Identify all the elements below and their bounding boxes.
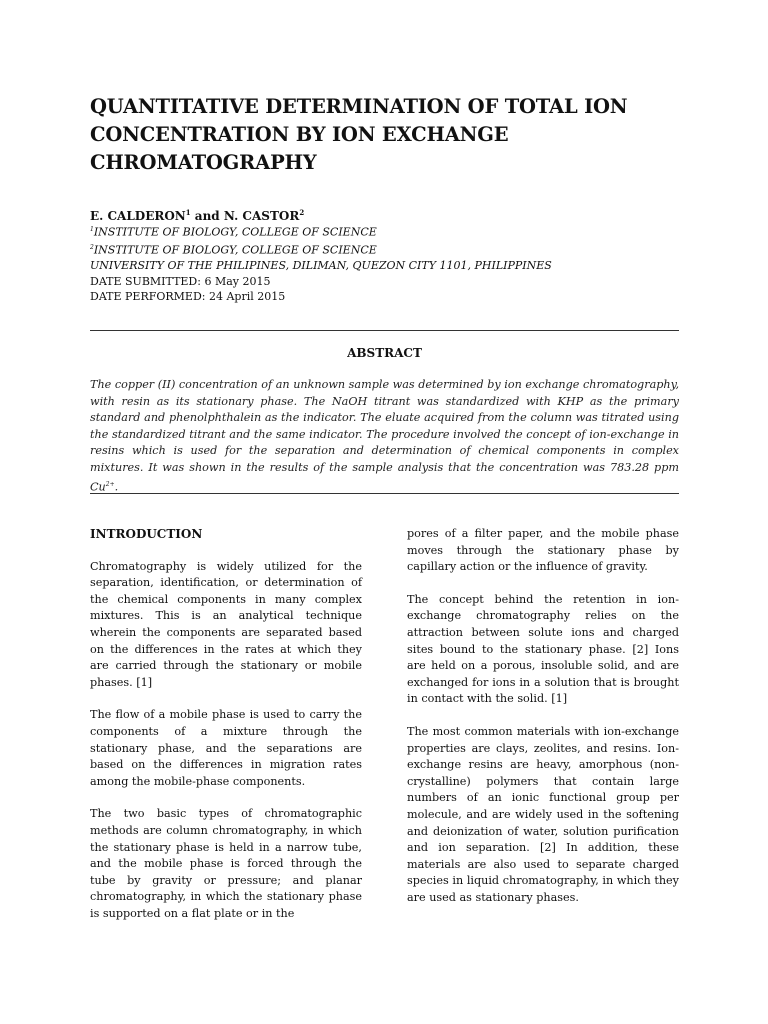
- date-submitted: DATE SUBMITTED: 6 May 2015: [90, 274, 271, 288]
- abstract-top-divider: [90, 330, 679, 331]
- author-connector: and: [190, 209, 224, 223]
- paragraph: pores of a filter paper, and the mobile phase moves through the stationary phase by capillary action or the influence of gravity.: [407, 527, 679, 574]
- paragraph: Chromatography is widely utilized for the separation, identification, or determination of the chemical components in many complex mixtures. This is an analytical technique wherein the components are separated based on the differences in the rates at which they are carried through the stationary or mobile phases. [1]: [90, 559, 362, 689]
- paper-title: QUANTITATIVE DETERMINATION OF TOTAL ION CONCENTRATION BY ION EXCHANGE CHROMATOGRAPHY: [90, 95, 628, 174]
- paragraph: The two basic types of chromatographic methods are column chromatography, in which the stationary phase is held in a narrow tube, and the mobile phase is forced through the tube by gravity or pressure; and planar chromatography, in which the stationary phase is supported on a flat plate or in the: [90, 807, 362, 920]
- affiliation-1: [90, 222, 690, 240]
- affiliation-1-text: INSTITUTE OF BIOLOGY, COLLEGE OF SCIENCE: [93, 225, 377, 239]
- affiliation-2-superscript: 2: [90, 244, 94, 252]
- author-2: N. CASTOR: [223, 209, 300, 223]
- introduction-heading: INTRODUCTION: [90, 527, 203, 541]
- abstract-bottom-divider: [90, 493, 679, 494]
- author-1: E. CALDERON: [90, 209, 186, 223]
- abstract-heading: ABSTRACT: [347, 346, 422, 360]
- date-performed: DATE PERFORMED: 24 April 2015: [90, 290, 286, 304]
- author-metadata: [90, 222, 690, 305]
- column-right: [407, 526, 679, 922]
- affiliation-1-superscript: 1: [90, 226, 94, 233]
- paragraph: The flow of a mobile phase is used to carry the components of a mixture through the stationary phase, and the separations are based on the differences in migration rates among the mobile-phase components.: [90, 708, 362, 788]
- abstract-text: [90, 377, 679, 496]
- paragraph: The concept behind the retention in ion-exchange chromatography relies on the attraction between solute ions and charged sites bound to the stationary phase. [2] Ions are held on a porous, insoluble solid, and are exchanged for ions in a solution that is brought in contact with the solid. [1]: [407, 592, 679, 706]
- abstract-end: .: [114, 480, 119, 494]
- ion-charge: 2+: [105, 480, 115, 488]
- abstract-body: The copper (II) concentration of an unknown sample was determined by ion exchange chromatography, with resin as its stationary phase. The NaOH titrant was standardized with KHP as the primary standard and phenolphthalein as the indicator. The eluate acquired from the column was titrated using the standardized titrant and the same indicator. The procedure involved the concept of ion-exchange in resins which is used for the separation and determination of chemical components in complex mixtures. It was shown in the results of the sample analysis that the concentration was 783.28 ppm Cu: [90, 378, 679, 494]
- affiliation-2-text: INSTITUTE OF BIOLOGY, COLLEGE OF SCIENCE: [93, 243, 377, 257]
- author-1-superscript: 1: [185, 208, 191, 217]
- column-left: [90, 526, 362, 938]
- affiliation-2: [90, 240, 690, 258]
- author-2-superscript: 2: [299, 208, 305, 217]
- paragraph: The most common materials with ion-exchange properties are clays, zeolites, and resins. Ion-exchange resins are heavy, amorphous (non-crystalline) polymers that contain large numbers of an ionic functional group per molecule, and are widely used in the softening and deionization of water, solution purification and ion separation. [2] In addition, these materials are also used to separate charged species in liquid chromatography, in which they are used as stationary phases.: [407, 724, 679, 904]
- affiliation-university: UNIVERSITY OF THE PHILIPINES, DILIMAN, QUEZON CITY 1101, PHILIPPINES: [90, 259, 552, 273]
